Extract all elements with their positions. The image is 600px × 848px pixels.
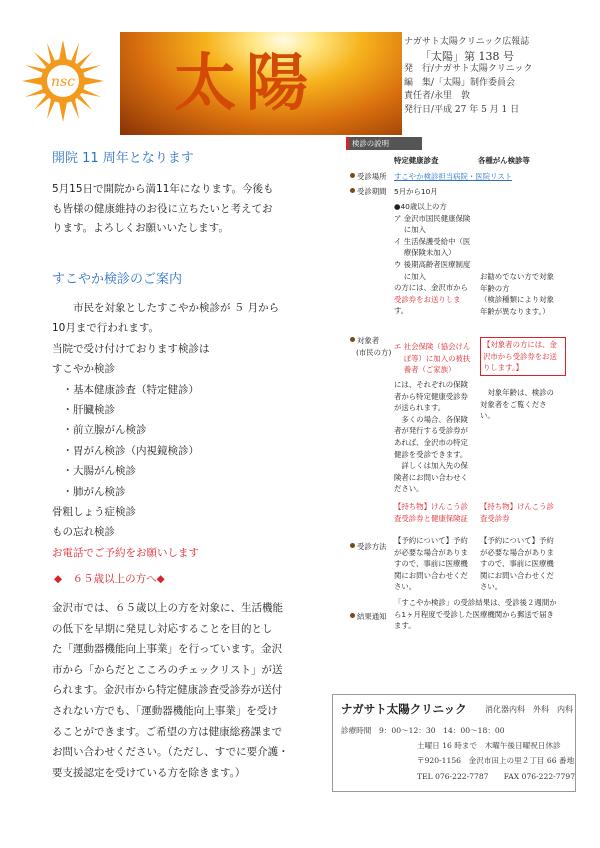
text-line: ら1ヶ月程度で受診した医療機関から郵送で届き <box>394 609 554 619</box>
text-line: 市民を対象としたすこやか検診が ５ 月から <box>52 302 280 314</box>
row-method <box>350 541 387 553</box>
bullet-icon <box>350 188 355 193</box>
heading-checkup-guide: すこやか検診のご案内 <box>52 272 183 287</box>
text-line: が必要な場合がありま <box>394 547 468 557</box>
clinic-closed-days: 土曜日 16 時まで 木曜午後日曜祝日休診 <box>417 741 561 750</box>
list-item: ・胃がん検診（内視鏡検診） <box>52 444 199 457</box>
clinic-phone-fax: TEL 076-222-7787 FAX 076-222-7797 <box>417 772 576 781</box>
heading-over-65: ◆ ６５歳以上の方へ◆ <box>54 573 165 585</box>
age-note <box>480 387 568 422</box>
list-item: ・肺がん検診 <box>52 485 126 498</box>
text-line: 対象者をご覧くださ <box>480 399 547 409</box>
text-line: 療保険未加入） <box>394 248 456 258</box>
bullet-icon <box>350 613 355 618</box>
heading-anniversary: 開院 11 周年となります <box>52 151 194 166</box>
text-line: られます。金沢市から特定健康診査受診券が送付 <box>52 684 283 697</box>
masthead-publisher: 発 行/ナガサト太陽クリニック <box>404 64 533 75</box>
text-line: お勧めでない方で対象 <box>480 272 554 281</box>
text-line: すので、事前に医療機 <box>480 559 554 569</box>
text-line: い。 <box>480 411 495 421</box>
list-item: ・大腸がん検診 <box>52 465 136 478</box>
text-line: りします。】 <box>483 363 524 373</box>
text-line: 【予約について】予約 <box>394 536 468 545</box>
column-header-specific: 特定健康診査 <box>394 156 439 165</box>
text-line: すこやか検診 <box>52 363 115 376</box>
clinic-info-box <box>332 694 576 792</box>
text-line: 査受診券 <box>480 513 510 523</box>
text-line: 詳しくは加入先の保 <box>394 461 468 471</box>
text-line: 【持ち物】けんこう診 <box>394 502 468 511</box>
text-line: 健診を受診できます。 <box>394 449 468 459</box>
text-line: さい。 <box>480 582 503 592</box>
row-target <box>350 335 391 358</box>
text-line: 受診券をお送りしま <box>394 294 461 304</box>
text-line: 「すこやか検診」の受診結果は、受診後２週間か <box>394 598 557 607</box>
row-place <box>350 171 387 183</box>
row-result <box>350 611 387 623</box>
text-line: ア 金沢市国民健康保険 <box>394 213 471 223</box>
target-item-e <box>394 341 478 376</box>
masthead-issue: 「太陽」第 138 号 <box>420 49 514 63</box>
text-line: 市から「からだとこころのチェックリスト」が送 <box>52 663 283 676</box>
text-line: ウ 後期高齢者医療制度 <box>394 259 471 269</box>
text-line: の低下を早期に発見し対応することを目的とし <box>52 622 273 635</box>
hospital-list-link[interactable]: すこやか検診担当病院・医院リスト <box>394 172 513 181</box>
text-line: 年齢の方 <box>480 283 510 293</box>
text-line: が送られます。 <box>394 403 446 413</box>
clinic-hours: 診療時間 9：00～12：30 14：00～18：00 <box>341 726 505 735</box>
text-line: 【対象者の方には、金 <box>483 340 557 349</box>
text-line: されない方でも、「運動器機能向上事業」を受け <box>52 704 278 717</box>
row-label: 対象者 <box>357 336 380 345</box>
text-line: ●40歳以上の方 <box>394 202 447 211</box>
period-value: 5月から10月 <box>394 187 438 196</box>
text-line: も皆様の健康維持のお役に立ちたいと考えてお <box>52 202 273 215</box>
list-item: ・肝臓検診 <box>52 404 115 417</box>
row-label: 結果通知 <box>357 612 387 621</box>
text-line: ります。よろしくお願いいたします。 <box>52 222 229 235</box>
clinic-name: ナガサト太陽クリニック <box>341 702 467 716</box>
row-label: 受診場所 <box>357 172 387 181</box>
text-line: 骨粗しょう症検診 <box>52 506 136 519</box>
text-line: ることができます。ご希望の方は健康総務課まで <box>52 725 283 738</box>
text-line: 【予約について】予約 <box>480 536 554 545</box>
text-line: の方には、金沢市から <box>394 283 468 293</box>
text-line: 関にお問い合わせくだ <box>480 570 554 580</box>
text-line: もの忘れ検診 <box>52 526 115 539</box>
text-line: 要支援認定を受けている方を除きます。） <box>52 766 246 779</box>
text-line: には、それぞれの保険 <box>394 380 468 389</box>
items-to-bring-cancer <box>480 501 568 524</box>
text-line: 年齢が異なります。） <box>480 306 550 316</box>
text-line: 【持ち物】けんこう診 <box>480 502 554 511</box>
text-line: 者が発行する受診券が <box>394 426 468 436</box>
bullet-icon <box>350 337 355 342</box>
text-line: に加入 <box>394 271 426 281</box>
text-line: すので、事前に医療機 <box>394 559 468 569</box>
list-item: ・基本健康診査（特定健診） <box>52 383 199 396</box>
row-label: 受診方法 <box>357 542 387 551</box>
masthead <box>404 36 594 118</box>
clinic-address: 〒920-1156 金沢市田上の里２丁目 66 番地 <box>417 756 575 765</box>
masthead-publication: ナガサト太陽クリニック広報誌 <box>404 37 530 47</box>
text-line: 関にお問い合わせくだ <box>394 570 468 580</box>
masthead-date: 発行日/平成 27 年 5 月 1 日 <box>404 104 520 115</box>
anniversary-paragraph <box>52 180 342 239</box>
text-line: 5月15日で開院から満11年になります。今後も <box>52 183 274 195</box>
row-label: 受診期間 <box>357 187 387 196</box>
method-specific <box>394 535 480 593</box>
text-line: 金沢市では、６５歳以上の方を対象に、生活機能 <box>52 602 283 614</box>
text-line: 者から特定健康受診券 <box>394 391 468 401</box>
text-line: 対象年齢は、検診の <box>480 388 554 397</box>
bullet-icon <box>350 543 355 548</box>
text-line: 当院で受け付けております検診は <box>52 342 210 355</box>
text-line: す。 <box>394 306 409 316</box>
text-line: 多くの場合、各保険 <box>394 414 468 424</box>
text-line: お問い合わせください。（ただし、すでに要介護・ <box>52 746 289 759</box>
logo-text: nsc <box>50 74 76 90</box>
result-notice <box>394 597 574 632</box>
list-item: ・前立腺がん検診 <box>52 424 147 437</box>
reservation-notice: お電話でご予約をお願いします <box>52 546 199 559</box>
bullet-icon <box>350 173 355 178</box>
method-cancer <box>480 535 568 593</box>
text-line: イ 生活保護受給中（医 <box>394 236 471 246</box>
items-to-bring-specific <box>394 501 480 524</box>
text-line: あれば、金沢市の特定 <box>394 437 468 447</box>
clinic-logo <box>22 40 104 122</box>
target-item-e-description <box>394 379 478 495</box>
target-group-a <box>394 201 478 317</box>
column-header-cancer: 各種がん検診等 <box>478 156 530 165</box>
text-line: エ 社会保険（協会けん <box>394 342 471 351</box>
row-period <box>350 186 387 198</box>
checkup-paragraph <box>52 298 342 563</box>
voucher-notice-box <box>480 337 566 376</box>
text-line: 沢市から受診券をお送 <box>483 351 557 361</box>
text-line: に加入 <box>394 225 426 235</box>
clinic-departments: 消化器内科 外科 内科 <box>485 705 573 714</box>
text-line: た「運動器機能向上事業」を行っています。金沢 <box>52 643 283 656</box>
text-line: 険者にお問い合わせく <box>394 472 468 482</box>
masthead-editor: 編 集/「太陽」制作委員会 <box>404 77 516 88</box>
newsletter-title: 太陽 <box>174 46 319 119</box>
row-sublabel: (市民の方) <box>356 347 392 357</box>
text-line: さい。 <box>394 582 417 592</box>
target-group-b <box>480 271 568 317</box>
title-banner <box>120 32 402 135</box>
text-line: ださい。 <box>394 484 424 494</box>
masthead-responsible: 責任者/永里 敦 <box>404 91 471 102</box>
text-line: 査受診券と健康保険証 <box>394 513 468 523</box>
text-line: ます。 <box>394 621 416 631</box>
text-line: 養者（ご家族） <box>394 365 456 375</box>
explanation-label: 検診の説明 <box>346 137 422 150</box>
text-line: （検診種類により対象 <box>480 295 554 305</box>
text-line: ぽ等）に加入の被扶 <box>394 353 471 363</box>
over-65-paragraph <box>52 598 342 783</box>
text-line: が必要な場合がありま <box>480 547 554 557</box>
text-line: 10月まで行われます。 <box>52 322 160 335</box>
